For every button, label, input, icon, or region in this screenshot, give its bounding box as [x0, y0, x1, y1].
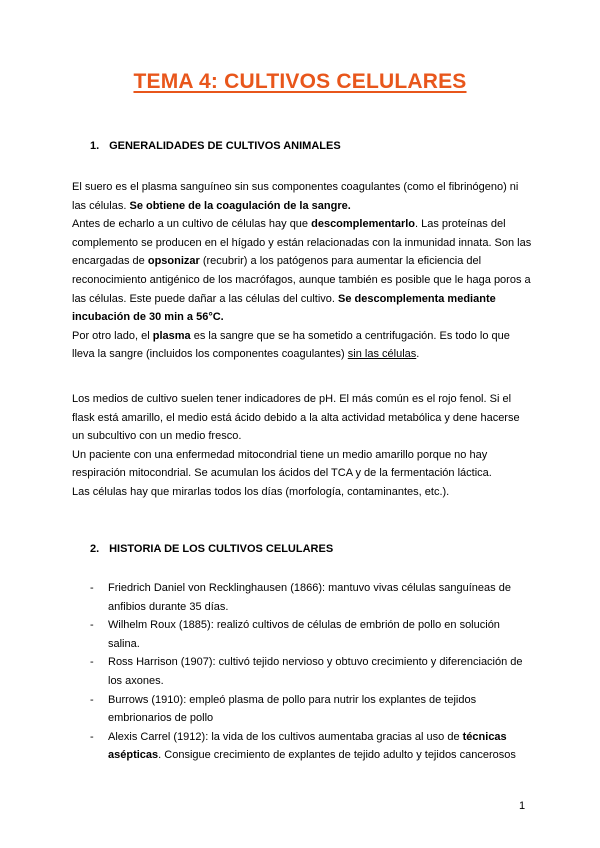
list-item: - Burrows (1910): empleó plasma de pollo para nutrir los explantes de tejidos embrionarios de pollo: [90, 691, 530, 728]
page-title: TEMA 4: CULTIVOS CELULARES: [133, 70, 467, 93]
list-item: - Wilhelm Roux (1885): realizó cultivos de células de embrión de pollo en solución salina.: [90, 616, 530, 653]
section-number: 2.: [90, 543, 100, 555]
paragraph-morfologia: Las células hay que mirarlas todos los días (morfología, contaminantes, etc.).: [72, 485, 450, 498]
paragraph-mitocondrial: Un paciente con una enfermedad mitocondrial tiene un medio amarillo porque no hay respiración mitocondrial. Se acumulan los ácidos del TCA y de la fermentación láctica.: [72, 448, 492, 480]
history-list: [90, 579, 530, 765]
section-heading-2: [90, 543, 333, 555]
paragraph-plasma: Por otro lado, el plasma es la sangre que se ha sometido a centrifugación. Es todo lo que lleva la sangre (incluidos los componentes coagulantes) sin las células.: [72, 329, 510, 361]
section-1-body: [72, 178, 534, 364]
section-heading-text: HISTORIA DE LOS CULTIVOS CELULARES: [109, 543, 334, 555]
page-number: 1: [519, 800, 526, 812]
section-heading-1: [90, 140, 341, 152]
list-item: - Alexis Carrel (1912): la vida de los cultivos aumentaba gracias al uso de técnicas asépticas. Consigue crecimiento de explantes de tejido adulto y tejidos cancerosos: [90, 728, 530, 765]
section-heading-text: GENERALIDADES DE CULTIVOS ANIMALES: [109, 140, 341, 152]
paragraph-descomplementar: Antes de echarlo a un cultivo de células hay que descomplementarlo. Las proteínas del complemento se producen en el hígado y están relacionadas con la inmunidad innata. Son las encargadas de opsonizar (recubrir) a los patógenos para aumentar la eficiencia del reconocimiento antigénico de los macrófagos, aunque también es posible que le haga poros a las células. Este puede dañar a las células del cultivo. Se descomplementa mediante incubación de 30 min a 56°C.: [72, 218, 532, 324]
list-item: - Friedrich Daniel von Recklinghausen (1866): mantuvo vivas células sanguíneas de anfibios durante 35 días.: [90, 579, 530, 616]
list-item: - Ross Harrison (1907): cultivó tejido nervioso y obtuvo crecimiento y diferenciación de los axones.: [90, 653, 530, 690]
section-1-body-2: [72, 390, 534, 502]
paragraph-ph: Los medios de cultivo suelen tener indicadores de pH. El más común es el rojo fenol. Si el flask está amarillo, el medio está ácido debido a la alta actividad metabólica y dene hacerse un subcultivo con un medio fresco.: [72, 393, 520, 443]
paragraph-suero: El suero es el plasma sanguíneo sin sus componentes coagulantes (como el fibrinógeno) ni las células. Se obtiene de la coagulación de la sangre.: [72, 181, 519, 212]
section-number: 1.: [90, 140, 100, 152]
